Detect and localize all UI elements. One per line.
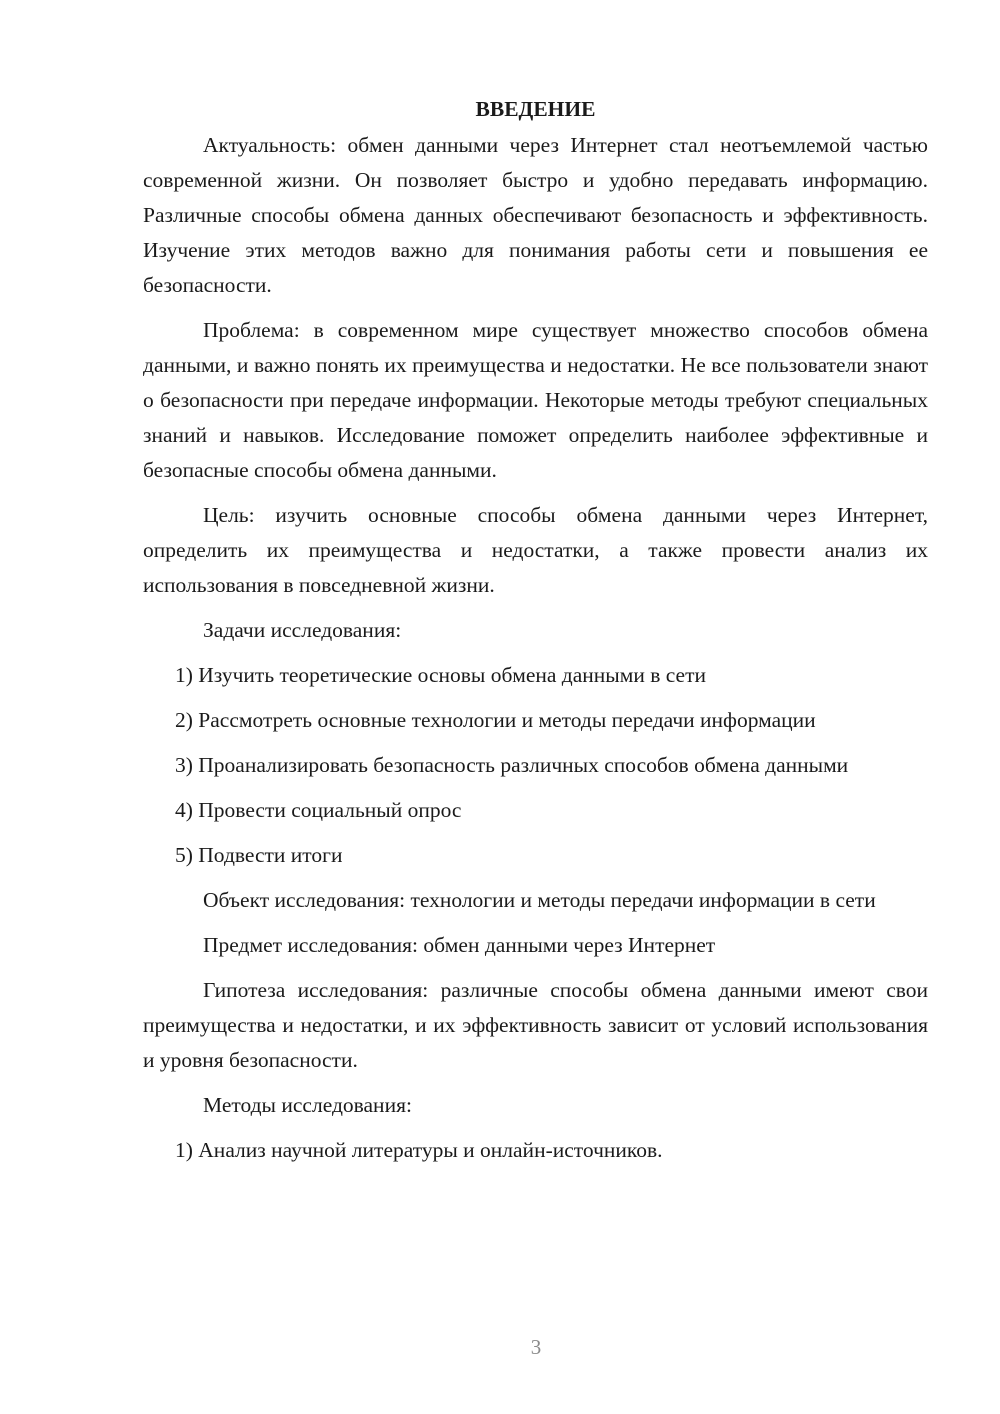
task-item: 1) Изучить теоретические основы обмена данными в сети bbox=[175, 663, 706, 687]
object-paragraph: Объект исследования: технологии и методы передачи информации в сети bbox=[203, 888, 876, 912]
goal-paragraph: Цель: изучить основные способы обмена данными через Интернет, определить их преимущества и недостатки, а также провести анализ их использования в повседневной жизни. bbox=[143, 503, 928, 597]
task-item: 2) Рассмотреть основные технологии и методы передачи информации bbox=[175, 708, 816, 732]
page-number: 3 bbox=[530, 1335, 542, 1359]
task-item: 4) Провести социальный опрос bbox=[175, 798, 462, 822]
subject-paragraph: Предмет исследования: обмен данными через Интернет bbox=[203, 933, 716, 957]
method-item: 1) Анализ научной литературы и онлайн-источников. bbox=[175, 1138, 663, 1162]
problem-paragraph: Проблема: в современном мире существует множество способов обмена данными, и важно понять их преимущества и недостатки. Не все пользователи знают о безопасности при передаче информации. Некоторые методы требуют специальных знаний и навыков. Исследование поможет определить наиболее эффективные и безопасные способы обмена данными. bbox=[143, 318, 928, 482]
page-title: ВВЕДЕНИЕ bbox=[475, 97, 596, 121]
methods-heading: Методы исследования: bbox=[203, 1093, 412, 1117]
document-body bbox=[143, 92, 928, 1178]
hypothesis-paragraph: Гипотеза исследования: различные способы обмена данными имеют свои преимущества и недостатки, и их эффективность зависит от условий использования и уровня безопасности. bbox=[143, 978, 928, 1072]
tasks-heading: Задачи исследования: bbox=[203, 618, 402, 642]
task-item: 5) Подвести итоги bbox=[175, 843, 343, 867]
relevance-paragraph: Актуальность: обмен данными через Интернет стал неотъемлемой частью современной жизни. Он позволяет быстро и удобно передавать информацию. Различные способы обмена данных обеспечивают безопасность и эффективность. Изучение этих методов важно для понимания работы сети и повышения ее безопасности. bbox=[143, 133, 928, 297]
task-item: 3) Проанализировать безопасность различных способов обмена данными bbox=[175, 753, 849, 777]
